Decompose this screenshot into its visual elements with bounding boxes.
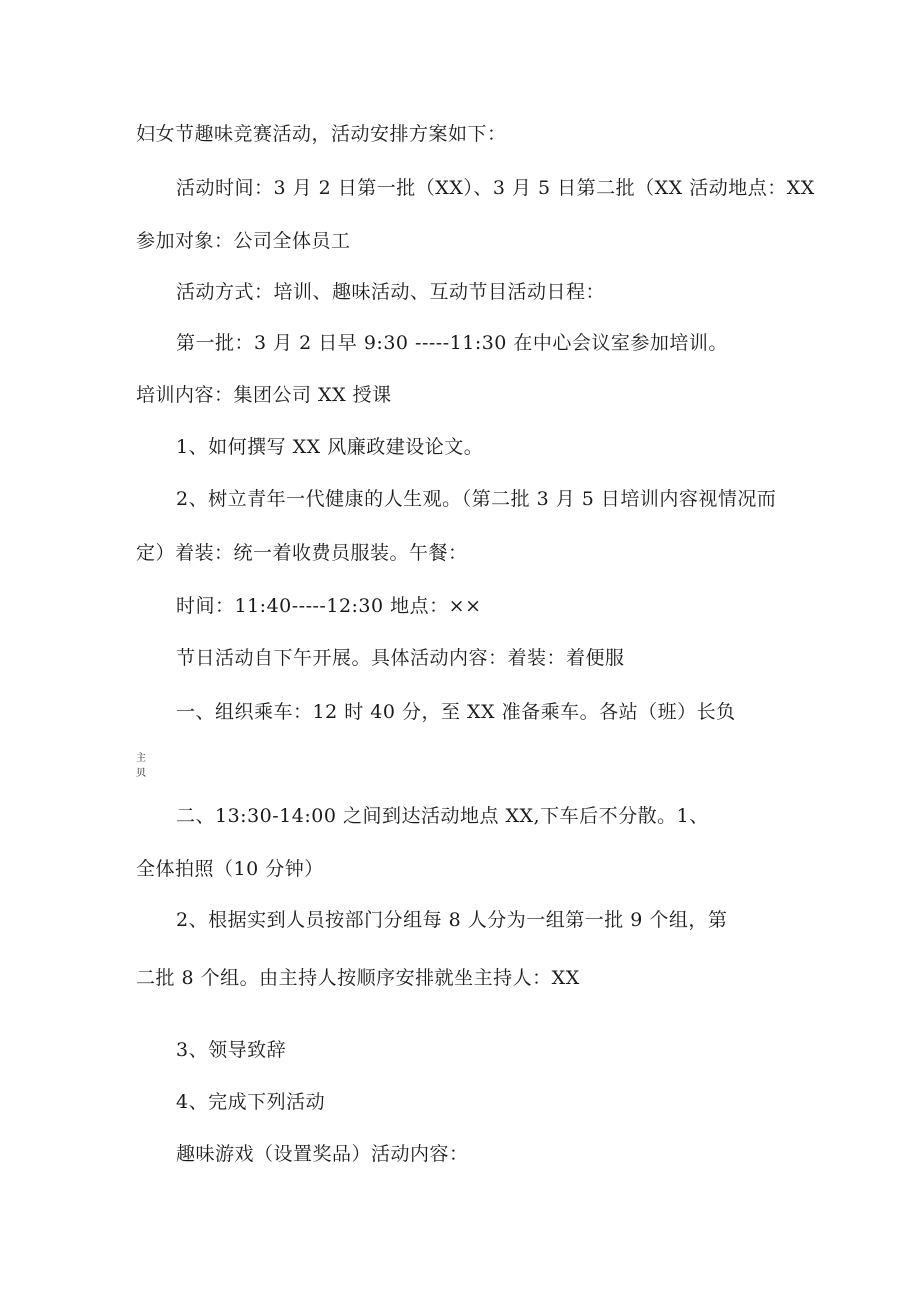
small-char-zhu: 主 — [136, 753, 146, 764]
attire-lunch-line: 定）着装：统一着收费员服装。午餐： — [136, 542, 468, 564]
leader-speech-line: 3、领导致辞 — [176, 1039, 287, 1061]
small-char-bei: 贝 — [136, 768, 146, 779]
grouping-line: 2、根据实到人员按部门分组每 8 人分为一组第一批 9 个组，第 — [176, 909, 728, 931]
complete-activities-line: 4、完成下列活动 — [176, 1091, 326, 1113]
training-item-1: 1、如何撰写 XX 风廉政建设论文。 — [176, 436, 484, 458]
section-two-line: 二、13:30-14:00 之间到达活动地点 XX,下车后不分散。1、 — [176, 805, 709, 827]
participants-line: 参加对象：公司全体员工 — [136, 230, 351, 252]
fun-games-line: 趣味游戏（设置奖品）活动内容： — [176, 1143, 469, 1165]
training-content-line: 培训内容：集团公司 XX 授课 — [136, 384, 392, 406]
lunch-time-line: 时间：11:40-----12:30 地点：×× — [176, 595, 482, 617]
host-line: 二批 8 个组。由主持人按顺序安排就坐主持人：XX — [136, 967, 580, 989]
section-one-line: 一、组织乘车：12 时 40 分，至 XX 准备乘车。各站（班）长负 — [176, 701, 736, 723]
afternoon-activity-line: 节日活动自下午开展。具体活动内容：着装：着便服 — [176, 647, 625, 669]
activity-method-line: 活动方式：培训、趣味活动、互动节目活动日程： — [176, 281, 606, 303]
first-batch-line: 第一批：3 月 2 日早 9:30 -----11:30 在中心会议室参加培训。 — [176, 332, 728, 354]
group-photo-line: 全体拍照（10 分钟） — [136, 858, 324, 880]
activity-time-line: 活动时间：3 月 2 日第一批（XX）、3 月 5 日第二批（XX 活动地点：XX — [176, 177, 815, 199]
intro-line: 妇女节趣味竞赛活动，活动安排方案如下： — [136, 123, 507, 145]
training-item-2: 2、树立青年一代健康的人生观。（第二批 3 月 5 日培训内容视情况而 — [176, 488, 777, 510]
